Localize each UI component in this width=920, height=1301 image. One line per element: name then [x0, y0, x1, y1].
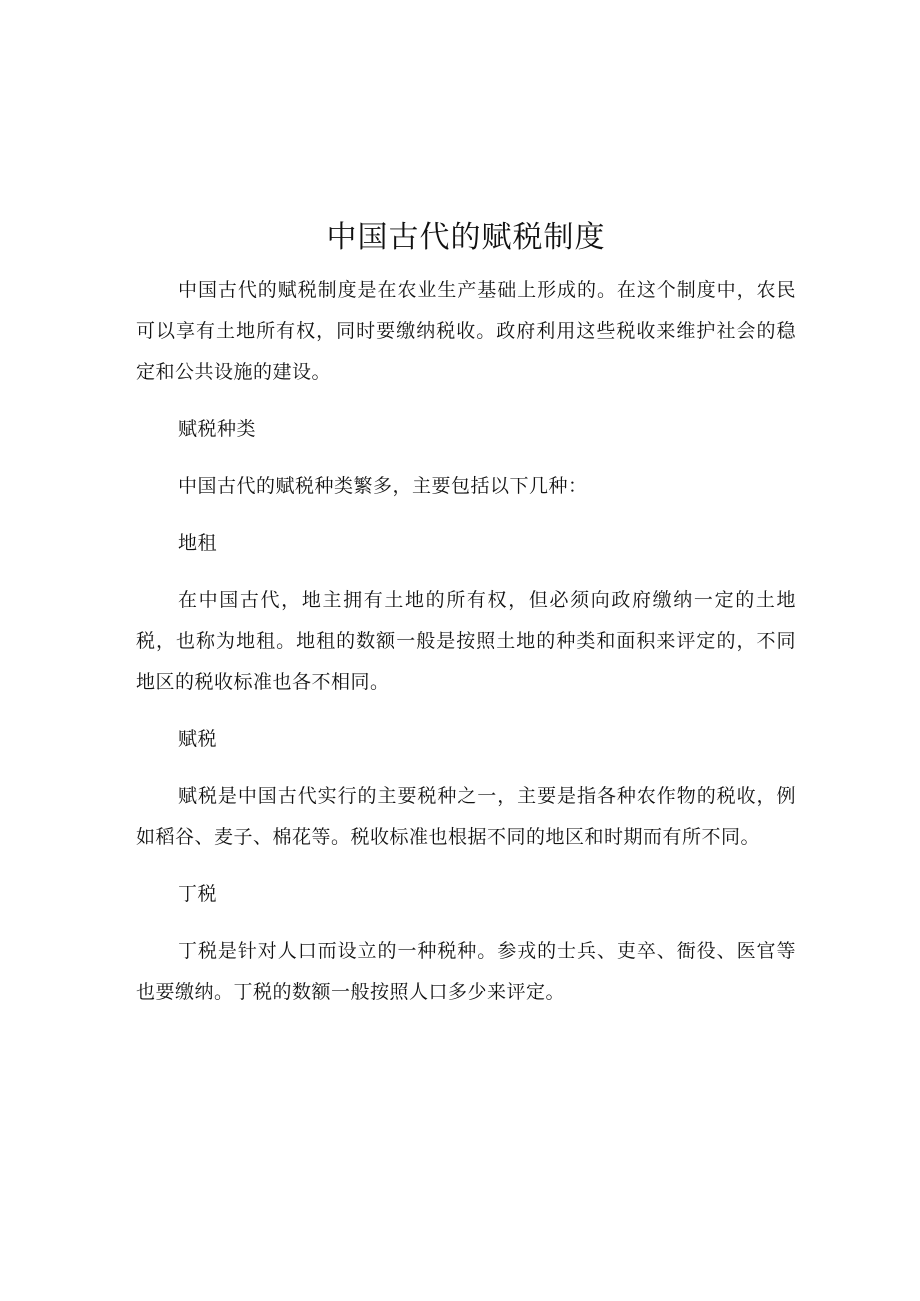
section-text-tax-types: 中国古代的赋税种类繁多，主要包括以下几种： — [178, 475, 588, 497]
document-title: 中国古代的赋税制度 — [326, 220, 606, 255]
section-heading-tax-types: 赋税种类 — [178, 418, 257, 440]
section-text-dizu: 在中国古代，地主拥有土地的所有权，但必须向政府缴纳一定的土地税，也称为地租。地租的数额一般是按照土地的种类和面积来评定的，不同地区的税收标准也各不相同。 — [136, 589, 796, 693]
section-heading-dingshui: 丁税 — [178, 883, 218, 905]
document-page — [136, 216, 796, 1029]
section-text-fushui: 赋税是中国古代实行的主要税种之一，主要是指各种农作物的税收，例如稻谷、麦子、棉花等。税收标准也根据不同的地区和时期而有所不同。 — [136, 785, 796, 848]
section-heading-dizu: 地租 — [178, 532, 218, 554]
intro-paragraph: 中国古代的赋税制度是在农业生产基础上形成的。在这个制度中，农民可以享有土地所有权，同时要缴纳税收。政府利用这些税收来维护社会的稳定和公共设施的建设。 — [136, 279, 796, 383]
section-heading-fushui: 赋税 — [178, 728, 218, 750]
section-text-dingshui: 丁税是针对人口而设立的一种税种。参戎的士兵、吏卒、衙役、医官等也要缴纳。丁税的数额一般按照人口多少来评定。 — [136, 940, 796, 1003]
